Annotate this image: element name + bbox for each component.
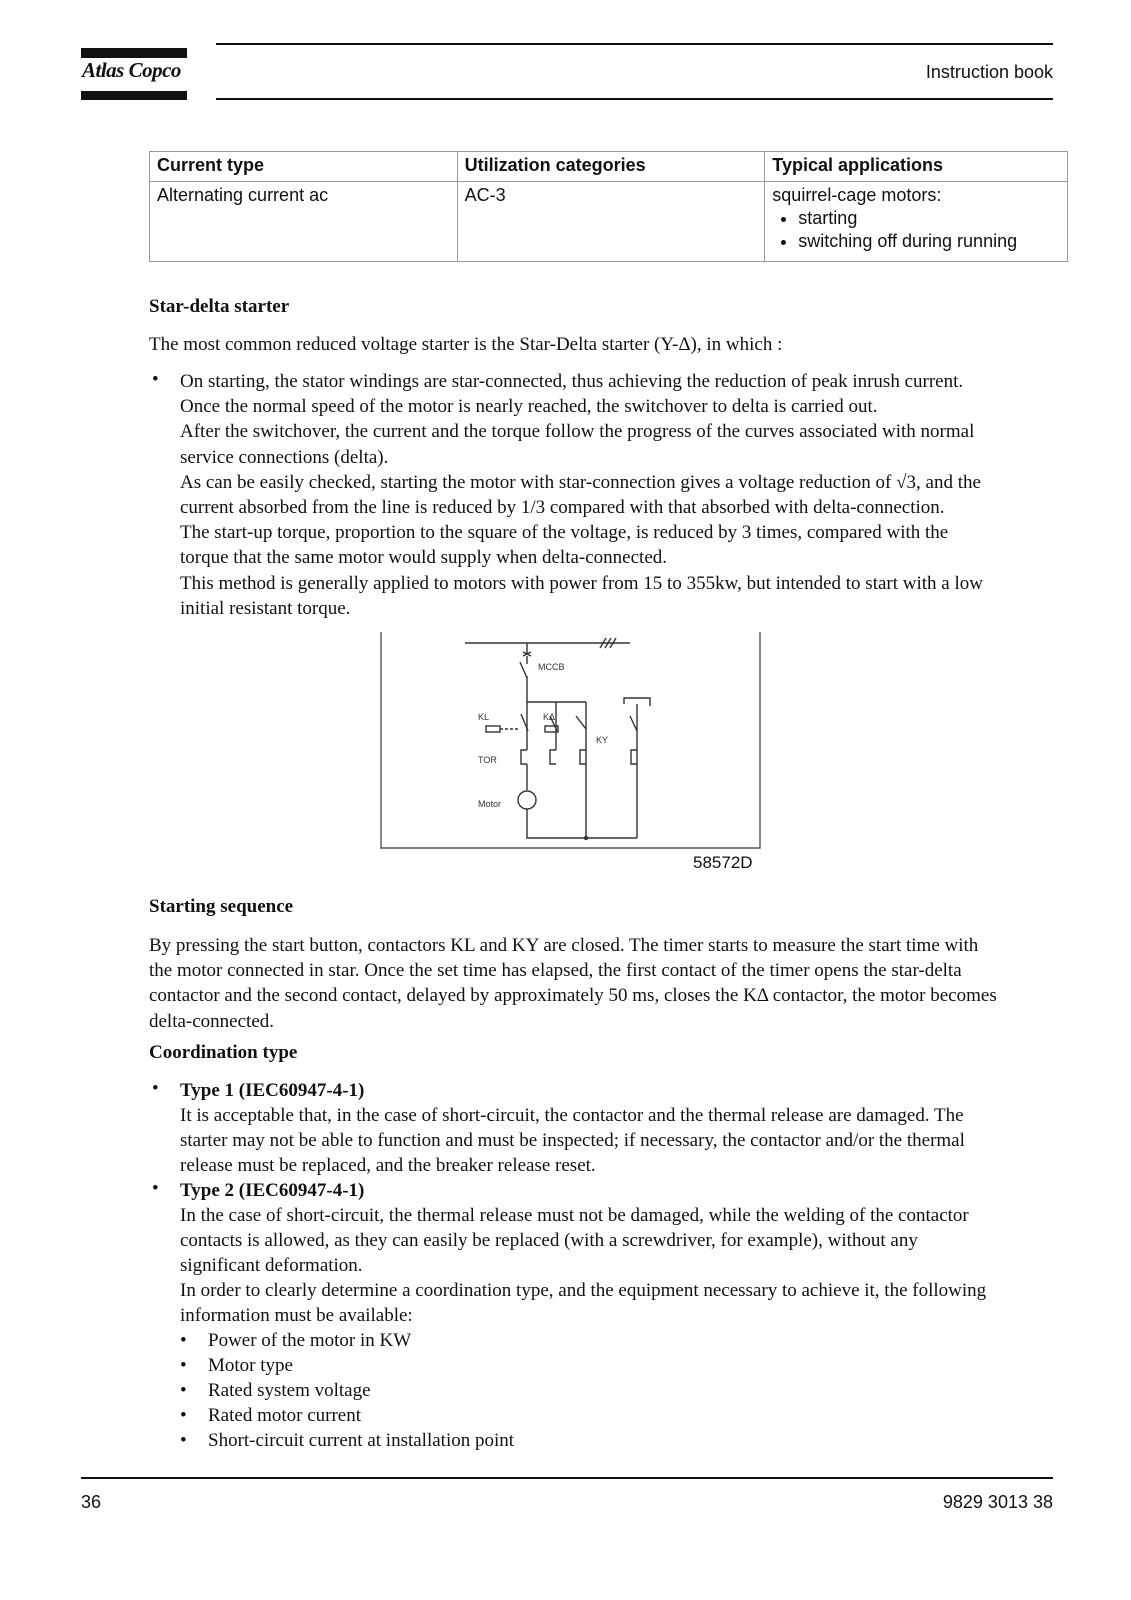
text-line: initial resistant torque. — [180, 597, 351, 619]
list-item: • starting — [798, 208, 1060, 229]
text-line: In order to clearly determine a coordination type, and the equipment necessary to achieve it, the following — [180, 1280, 987, 1301]
type2-block — [180, 1178, 1060, 1328]
type1-title: Type 1 (IEC60947-4-1) — [180, 1080, 365, 1101]
label-mccb: MCCB — [538, 662, 565, 672]
list-item: • Power of the motor in KW — [180, 1330, 412, 1351]
table-cell-applications — [765, 182, 1068, 262]
text-line: information must be available: — [180, 1305, 413, 1326]
text-line: the motor connected in star. Once the set time has elapsed, the first contact of the timer opens the star-delta — [149, 960, 962, 982]
label-ky: KY — [596, 735, 609, 745]
label-kdelta: KΔ — [543, 712, 556, 722]
section-heading-starting-sequence: Starting sequence — [149, 896, 294, 917]
text-line: significant deformation. — [180, 1255, 363, 1276]
section-heading-star-delta: Star-delta starter — [149, 296, 290, 317]
section-heading-coordination: Coordination type — [149, 1042, 298, 1063]
utilization-table — [149, 151, 1068, 262]
text-line: By pressing the start button, contactors KL and KY are closed. The timer starts to measure the start time with — [149, 935, 979, 956]
text-line: It is acceptable that, in the case of short-circuit, the contactor and the thermal release are damaged. The — [180, 1105, 964, 1126]
type1-block — [180, 1078, 1060, 1178]
info-list — [180, 1328, 1040, 1453]
logo: Atlas Copco — [82, 58, 181, 82]
footer-rule — [81, 1477, 1053, 1479]
text-line: starter may not be able to function and must be inspected; if necessary, the contactor and/or the thermal — [180, 1130, 965, 1151]
table-header-cell: Utilization categories — [457, 152, 765, 182]
header-rule-top — [216, 43, 1053, 45]
applications-intro: squirrel-cage motors: — [772, 185, 942, 205]
text-line: release must be replaced, and the breaker release reset. — [180, 1155, 596, 1176]
table-row — [150, 182, 1068, 262]
text-line: delta-connected. — [149, 1010, 275, 1032]
text-line: Once the normal speed of the motor is nearly reached, the switchover to delta is carried out. — [180, 396, 878, 418]
page-number: 36 — [81, 1492, 102, 1512]
label-motor: Motor — [478, 799, 502, 809]
doc-title: Instruction book — [925, 62, 1053, 82]
bullet-marker: • — [152, 1078, 159, 1099]
star-delta-intro: The most common reduced voltage starter is the Star-Delta starter (Y-Δ), in which : — [149, 334, 783, 355]
logo-bar-bottom — [81, 91, 187, 100]
list-item: • switching off during running — [798, 231, 1060, 252]
label-kl: KL — [478, 712, 490, 722]
bullet-marker: • — [152, 369, 159, 390]
star-delta-diagram — [380, 632, 761, 850]
table-header-row — [150, 152, 1068, 182]
label-tor: TOR — [478, 755, 497, 765]
applications-list — [772, 208, 1060, 252]
starting-sequence-text — [149, 933, 1059, 1034]
text-line: torque that the same motor would supply when delta-connected. — [180, 547, 668, 569]
star-delta-bullet — [180, 369, 1060, 621]
bullet-marker: • — [152, 1178, 159, 1199]
text-line: As can be easily checked, starting the motor with star-connection gives a voltage reduction of √3, and the — [180, 471, 981, 493]
text-line: The start-up torque, proportion to the square of the voltage, is reduced by 3 times, compared with the — [180, 522, 949, 544]
list-item: • Rated motor current — [180, 1405, 362, 1426]
text-line: current absorbed from the line is reduced by 1/3 compared with that absorbed with delta-connection. — [180, 497, 945, 519]
text-line: On starting, the stator windings are star-connected, thus achieving the reduction of peak inrush current. — [180, 371, 964, 392]
list-item: • Motor type — [180, 1355, 293, 1376]
figure-caption: 58572D — [693, 853, 753, 872]
text-line: In the case of short-circuit, the thermal release must not be damaged, while the welding of the contactor — [180, 1205, 969, 1226]
list-item: • Short-circuit current at installation point — [180, 1430, 515, 1451]
table-header-cell: Typical applications — [765, 152, 1068, 182]
text-line: contacts is allowed, as they can easily be replaced (with a screwdriver, for example), without any — [180, 1230, 918, 1251]
text-line: contactor and the second contact, delayed by approximately 50 ms, closes the KΔ contactor, the motor becomes — [149, 985, 997, 1007]
doc-number: 9829 3013 38 — [942, 1492, 1053, 1512]
text-line: service connections (delta). — [180, 446, 389, 468]
table-header-cell: Current type — [150, 152, 458, 182]
type2-title: Type 2 (IEC60947-4-1) — [180, 1180, 365, 1201]
list-item: • Rated system voltage — [180, 1380, 371, 1401]
table-cell-utilization: AC-3 — [457, 182, 765, 262]
text-line: This method is generally applied to motors with power from 15 to 355kw, but intended to start with a low — [180, 572, 983, 594]
table-cell-current-type: Alternating current ac — [150, 182, 458, 262]
logo-bar-top — [81, 48, 187, 58]
header-rule-bottom — [216, 98, 1053, 100]
text-line: After the switchover, the current and the torque follow the progress of the curves associated with normal — [180, 421, 975, 443]
